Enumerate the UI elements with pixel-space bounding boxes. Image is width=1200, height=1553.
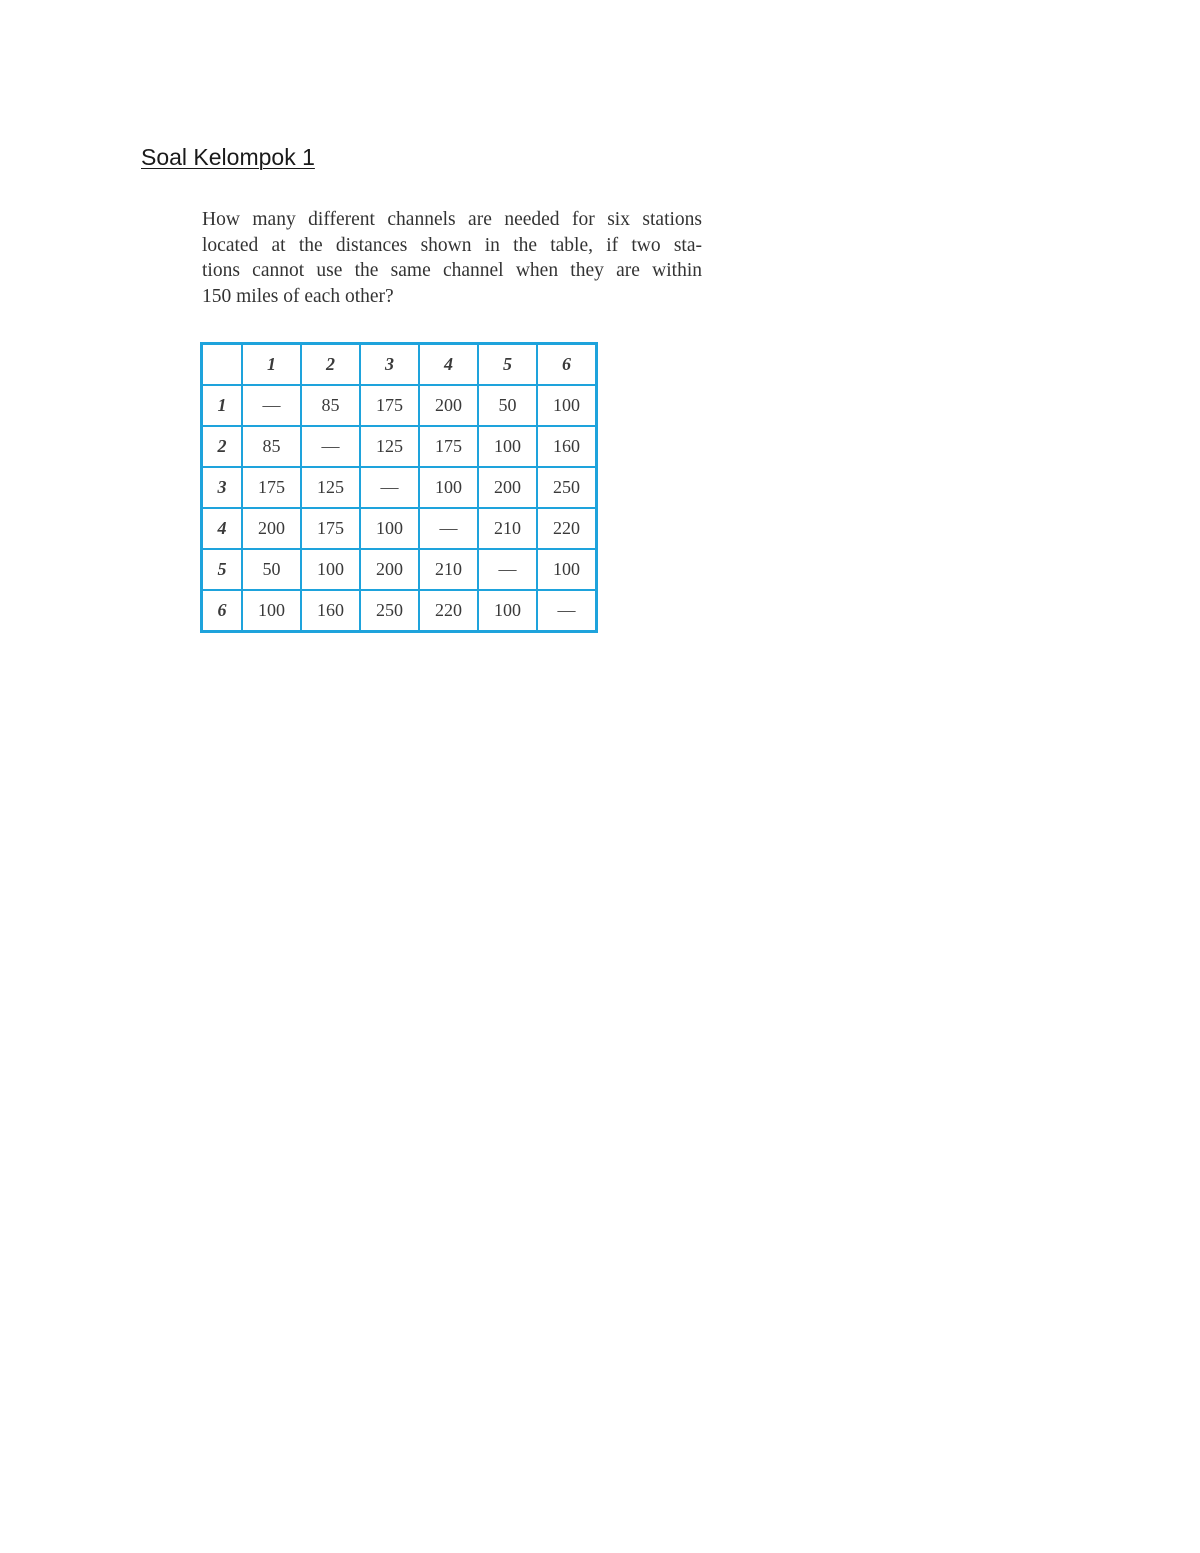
table-cell: 85 <box>242 426 301 467</box>
table-cell: 250 <box>360 590 419 632</box>
table-corner-cell <box>202 344 243 386</box>
table-row <box>202 549 597 590</box>
table-cell: — <box>301 426 360 467</box>
row-header: 2 <box>202 426 243 467</box>
table-cell: 160 <box>301 590 360 632</box>
table-cell: 125 <box>360 426 419 467</box>
row-header: 6 <box>202 590 243 632</box>
table-cell: — <box>478 549 537 590</box>
table-cell: 160 <box>537 426 597 467</box>
table-cell: 200 <box>478 467 537 508</box>
row-header: 4 <box>202 508 243 549</box>
distance-table <box>200 342 598 633</box>
table-cell: 175 <box>360 385 419 426</box>
table-cell: 200 <box>419 385 478 426</box>
table-cell: 100 <box>242 590 301 632</box>
problem-line: 150 miles of each other? <box>202 286 394 308</box>
problem-line: tions cannot use the same channel when they are within <box>202 260 702 282</box>
row-header: 3 <box>202 467 243 508</box>
table-row <box>202 467 597 508</box>
column-header: 1 <box>242 344 301 386</box>
table-cell: 100 <box>537 549 597 590</box>
table-cell: — <box>242 385 301 426</box>
table-cell: 175 <box>301 508 360 549</box>
row-header: 5 <box>202 549 243 590</box>
table-header-row <box>202 344 597 386</box>
table-cell: 200 <box>242 508 301 549</box>
table-cell: — <box>537 590 597 632</box>
table-row <box>202 590 597 632</box>
problem-line: How many different channels are needed for six stations <box>202 209 702 230</box>
table-cell: 100 <box>478 590 537 632</box>
column-header: 2 <box>301 344 360 386</box>
table-cell: 220 <box>537 508 597 549</box>
table-cell: 100 <box>537 385 597 426</box>
problem-text <box>202 207 722 310</box>
column-header: 4 <box>419 344 478 386</box>
table-cell: 50 <box>242 549 301 590</box>
column-header: 6 <box>537 344 597 386</box>
table-cell: 100 <box>478 426 537 467</box>
table-cell: 85 <box>301 385 360 426</box>
table-cell: 50 <box>478 385 537 426</box>
table-cell: 175 <box>242 467 301 508</box>
table-cell: 100 <box>301 549 360 590</box>
table-row <box>202 426 597 467</box>
column-header: 5 <box>478 344 537 386</box>
problem-line: located at the distances shown in the table, if two sta- <box>202 234 702 256</box>
table-cell: 100 <box>360 508 419 549</box>
table-cell: 220 <box>419 590 478 632</box>
row-header: 1 <box>202 385 243 426</box>
page-title: Soal Kelompok 1 <box>141 144 315 170</box>
table-cell: 250 <box>537 467 597 508</box>
table-cell: — <box>360 467 419 508</box>
table-cell: 125 <box>301 467 360 508</box>
table-cell: — <box>419 508 478 549</box>
table-cell: 210 <box>478 508 537 549</box>
table-cell: 175 <box>419 426 478 467</box>
table-cell: 100 <box>419 467 478 508</box>
table-cell: 200 <box>360 549 419 590</box>
table-cell: 210 <box>419 549 478 590</box>
table-row <box>202 385 597 426</box>
column-header: 3 <box>360 344 419 386</box>
table-row <box>202 508 597 549</box>
